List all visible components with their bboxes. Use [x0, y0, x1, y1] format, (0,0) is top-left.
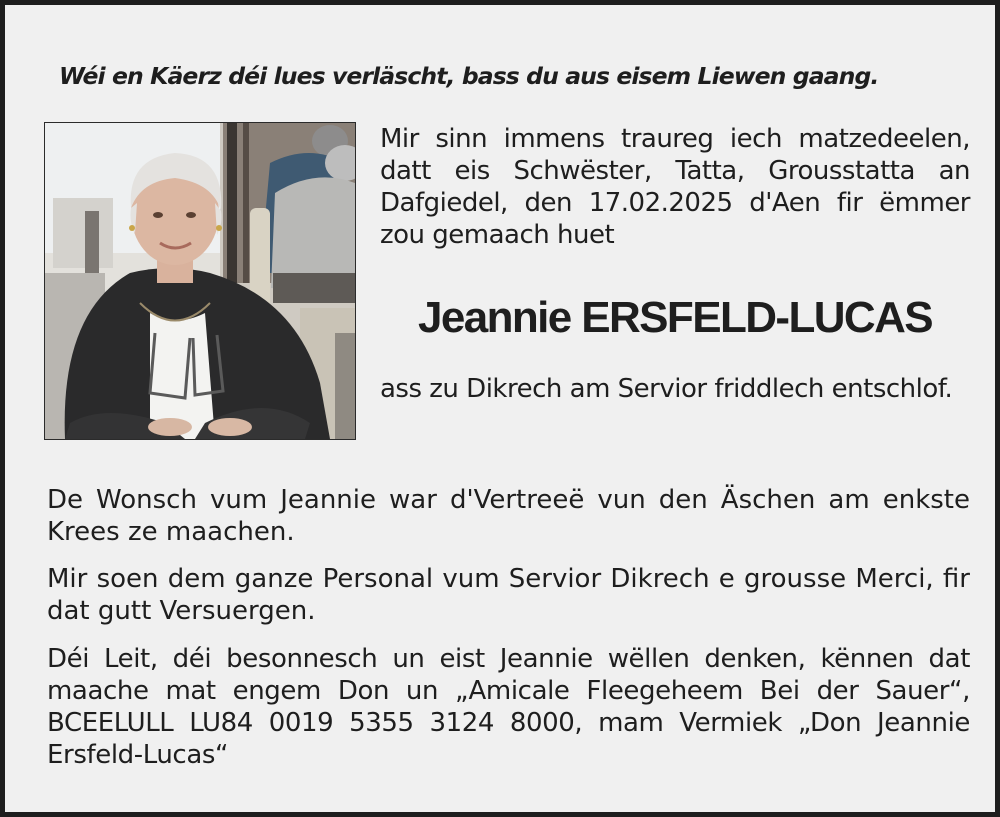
deceased-name: Jeannie ERSFELD-LUCAS [417, 293, 933, 342]
place-of-death-text: ass zu Dikrech am Servior friddlech entschlof. [380, 374, 953, 404]
donation-text: Déi Leit, déi besonnesch un eist Jeannie wëllen denken, kënnen dat maache mat engem Don un „Amicale Fleegeheem Bei der Sauer“, BCEELULL LU84 0019 5355 3124 8000, mam Vermiek „Don Jeannie Ersfeld-Lucas“ [47, 644, 970, 770]
portrait-photo [44, 122, 356, 440]
portrait-illustration [45, 123, 355, 439]
motto-quote: Wéi en Käerz déi lues verläscht, bass du aus eisem Liewen gaang. [59, 62, 879, 90]
announcement-text: Mir sinn immens traureg iech matzedeelen, datt eis Schwëster, Tatta, Grousstatta an Dafgiedel, den 17.02.2025 d'Aen fir ëmmer zou gemaach huet [380, 124, 970, 250]
thanks-text: Mir soen dem ganze Personal vum Servior Dikrech e grousse Merci, fir dat gutt Versuergen. [47, 564, 970, 626]
funeral-wish-text: De Wonsch vum Jeannie war d'Vertreeë vun den Äschen am enkste Krees ze maachen. [47, 485, 970, 547]
